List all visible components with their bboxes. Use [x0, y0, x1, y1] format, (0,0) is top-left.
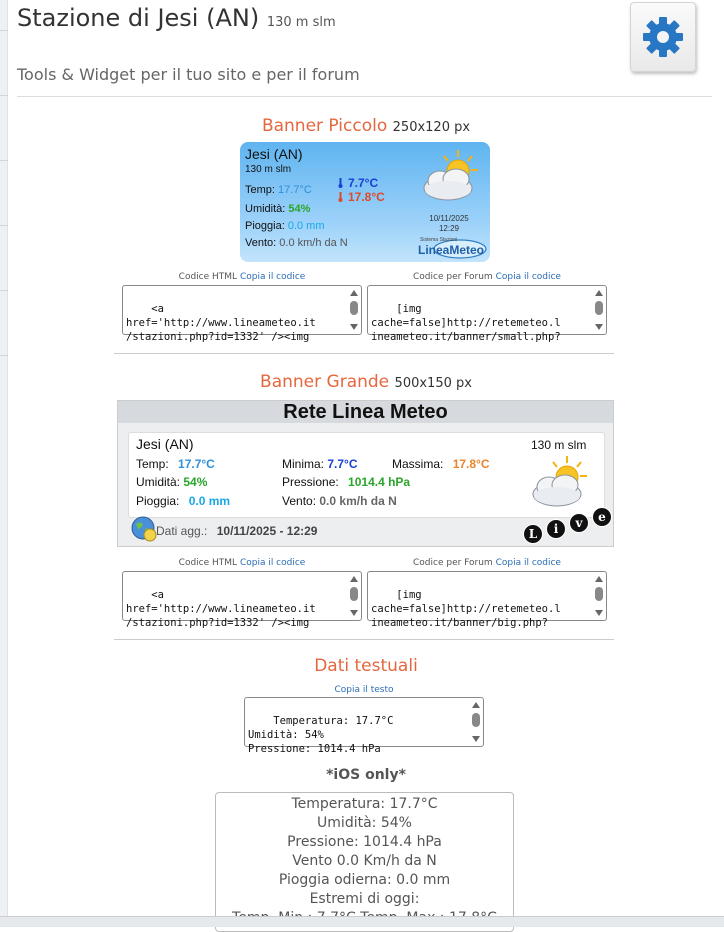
scroll-thumb[interactable] [595, 301, 603, 315]
small-forum-copy-link[interactable]: Copia il codice [495, 272, 561, 282]
big-banner-updated-label: Dati agg.: [156, 524, 208, 538]
small-banner-title: Banner Piccolo [261, 116, 388, 136]
thermometer-hot-icon [338, 192, 343, 202]
big-forum-code-textarea[interactable] [367, 571, 607, 629]
small-banner-temp-label: Temp: [245, 184, 275, 196]
scrollbar[interactable] [470, 699, 482, 745]
left-sidebar-strip [0, 0, 8, 927]
small-html-label: Codice HTML [178, 272, 238, 282]
station-title: Stazione di Jesi (AN) [17, 4, 260, 32]
text-data-copy-link[interactable]: Copia il testo [334, 685, 394, 695]
small-banner-station: Jesi (AN) [245, 146, 303, 162]
big-banner-wind-value: 0.0 km/h da N [319, 494, 397, 508]
big-html-code-textarea[interactable] [122, 571, 362, 629]
big-banner-pressure [282, 475, 410, 489]
divider [17, 96, 712, 97]
live-letter: e [592, 507, 612, 527]
scroll-up-arrow-icon[interactable] [472, 702, 480, 708]
text-data-textarea[interactable] [244, 697, 484, 755]
small-banner-humidity [245, 203, 310, 215]
scroll-down-arrow-icon[interactable] [350, 324, 358, 330]
big-forum-code-text: [img cache=false]http://retemeteo.l ineameteo.it/banner/big.php? [371, 589, 561, 629]
big-banner-humidity-label: Umidità: [136, 475, 181, 489]
small-banner-rain-value: 0.0 mm [287, 220, 325, 232]
big-banner-size: 500x150 px [394, 376, 472, 391]
big-banner-station: Jesi (AN) [136, 436, 194, 452]
big-banner-altitude: 130 m slm [531, 438, 587, 452]
settings-button[interactable] [630, 2, 696, 72]
small-html-code-label [122, 272, 362, 282]
ios-line: Temperatura: 17.7°C [291, 796, 438, 812]
divider [114, 639, 614, 640]
big-banner-title: Banner Grande [260, 372, 390, 392]
big-banner-temp-value: 17.7°C [178, 457, 215, 471]
scroll-up-arrow-icon[interactable] [595, 290, 603, 296]
lineameteo-logo [416, 237, 488, 259]
big-html-label: Codice HTML [178, 558, 238, 568]
big-banner-min-label: Minima: [282, 457, 325, 471]
big-banner-max-label: Massima: [392, 457, 444, 471]
big-banner-min-value: 7.7°C [327, 457, 358, 471]
ios-line: Pressione: 1014.4 hPa [287, 834, 442, 850]
small-html-copy-link[interactable]: Copia il codice [239, 272, 306, 282]
small-banner-heading [8, 116, 724, 136]
scroll-up-arrow-icon[interactable] [350, 576, 358, 582]
scroll-up-arrow-icon[interactable] [595, 576, 603, 582]
small-forum-code-text: [img cache=false]http://retemeteo.l ineameteo.it/banner/small.php? [371, 303, 561, 343]
big-banner-header: Rete Linea Meteo [118, 401, 613, 423]
scroll-down-arrow-icon[interactable] [472, 736, 480, 742]
big-banner[interactable] [117, 400, 614, 547]
small-banner-size: 250x120 px [392, 120, 471, 135]
scroll-down-arrow-icon[interactable] [350, 610, 358, 616]
big-banner-updated [156, 524, 317, 538]
big-banner-updated-value: 10/11/2025 - 12:29 [216, 524, 318, 538]
big-forum-label: Codice per Forum [413, 558, 493, 568]
big-html-code-label [122, 558, 362, 568]
big-html-copy-link[interactable]: Copia il codice [239, 558, 306, 568]
big-banner-temp [136, 457, 215, 471]
big-banner-wind [282, 494, 397, 508]
page [8, 0, 724, 927]
small-banner-humidity-value: 54% [288, 203, 311, 215]
big-html-code-text: <a href='http://www.lineameteo.it /stazioni.php?id=1332' /><img [126, 589, 316, 629]
scrollbar[interactable] [348, 287, 360, 333]
bottom-scrollbar[interactable] [0, 916, 724, 927]
big-banner-rain-label: Pioggia: [136, 494, 180, 508]
big-banner-humidity-value: 54% [183, 475, 208, 489]
small-banner[interactable] [240, 142, 490, 262]
small-banner-min: 7.7°C [348, 176, 379, 190]
scroll-down-arrow-icon[interactable] [595, 324, 603, 330]
small-banner-date: 10/11/2025 [429, 214, 469, 223]
small-banner-rain [245, 220, 325, 232]
page-title [17, 4, 336, 32]
small-banner-temp-value: 17.7°C [278, 184, 312, 196]
page-subtitle: Tools & Widget per il tuo sito e per il forum [17, 65, 360, 84]
big-banner-rain [136, 494, 230, 508]
station-altitude: 130 m slm [266, 15, 336, 30]
big-forum-copy-link[interactable]: Copia il codice [495, 558, 561, 568]
scroll-thumb[interactable] [350, 587, 358, 601]
small-banner-rain-label: Pioggia: [245, 220, 285, 232]
small-banner-time: 12:29 [438, 224, 460, 233]
small-banner-datetime [426, 214, 472, 234]
ios-line: Vento 0.0 Km/h da N [292, 853, 437, 869]
thermometer-cold-icon [338, 178, 343, 188]
big-banner-wind-label: Vento: [282, 494, 317, 508]
big-banner-temp-label: Temp: [136, 457, 169, 471]
small-banner-wind [245, 237, 348, 249]
small-banner-temp [245, 184, 312, 196]
live-letter: i [546, 519, 566, 539]
small-banner-max: 17.8°C [348, 190, 385, 204]
live-letter: L [523, 524, 543, 544]
small-forum-label: Codice per Forum [413, 272, 493, 282]
big-banner-humidity [136, 475, 207, 489]
text-data-heading: Dati testuali [314, 656, 418, 676]
partly-cloudy-icon [527, 453, 595, 511]
scrollbar[interactable] [593, 287, 605, 333]
scroll-thumb[interactable] [472, 713, 480, 727]
big-banner-max [392, 457, 490, 471]
divider [114, 353, 614, 354]
text-data-copy-label [244, 685, 484, 695]
small-forum-code-label [367, 272, 607, 282]
big-forum-code-label [367, 558, 607, 568]
big-banner-pressure-value: 1014.4 hPa [348, 475, 411, 489]
small-banner-altitude: 130 m slm [245, 164, 292, 175]
small-banner-humidity-label: Umidità: [245, 203, 286, 215]
big-banner-pressure-label: Pressione: [282, 475, 339, 489]
scroll-thumb[interactable] [595, 587, 603, 601]
partly-cloudy-icon [418, 148, 486, 204]
lineameteo-logo-text: LineaMeteo [418, 243, 485, 257]
ios-title: *iOS only* [326, 767, 406, 783]
ios-line: Estremi di oggi: [309, 891, 420, 907]
small-forum-code-textarea[interactable] [367, 285, 607, 343]
text-data-content: Temperatura: 17.7°C Umidità: 54% Pressione: 1014.4 hPa [248, 715, 394, 755]
small-html-code-textarea[interactable] [122, 285, 362, 343]
ios-line: Umidità: 54% [317, 815, 412, 831]
small-banner-wind-label: Vento: [245, 237, 277, 249]
small-banner-wind-value: 0.0 km/h da N [279, 237, 348, 249]
big-banner-panel [128, 432, 605, 518]
big-banner-rain-value: 0.0 mm [188, 494, 231, 508]
small-html-code-text: <a href='http://www.lineameteo.it /stazioni.php?id=1332' /><img [126, 303, 316, 343]
gear-icon [640, 14, 686, 60]
ios-text-box [215, 792, 514, 932]
scroll-down-arrow-icon[interactable] [595, 610, 603, 616]
lineameteo-logo-top: Sistema Stazioni [420, 237, 458, 243]
big-banner-heading [8, 372, 724, 392]
live-letter: v [569, 513, 589, 533]
scroll-up-arrow-icon[interactable] [350, 290, 358, 296]
globe-icon [130, 515, 158, 543]
scrollbar[interactable] [348, 573, 360, 619]
scrollbar[interactable] [593, 573, 605, 619]
scroll-thumb[interactable] [350, 301, 358, 315]
ios-line: Pioggia odierna: 0.0 mm [278, 872, 451, 888]
big-banner-min [282, 457, 358, 471]
big-banner-max-value: 17.8°C [452, 457, 490, 471]
